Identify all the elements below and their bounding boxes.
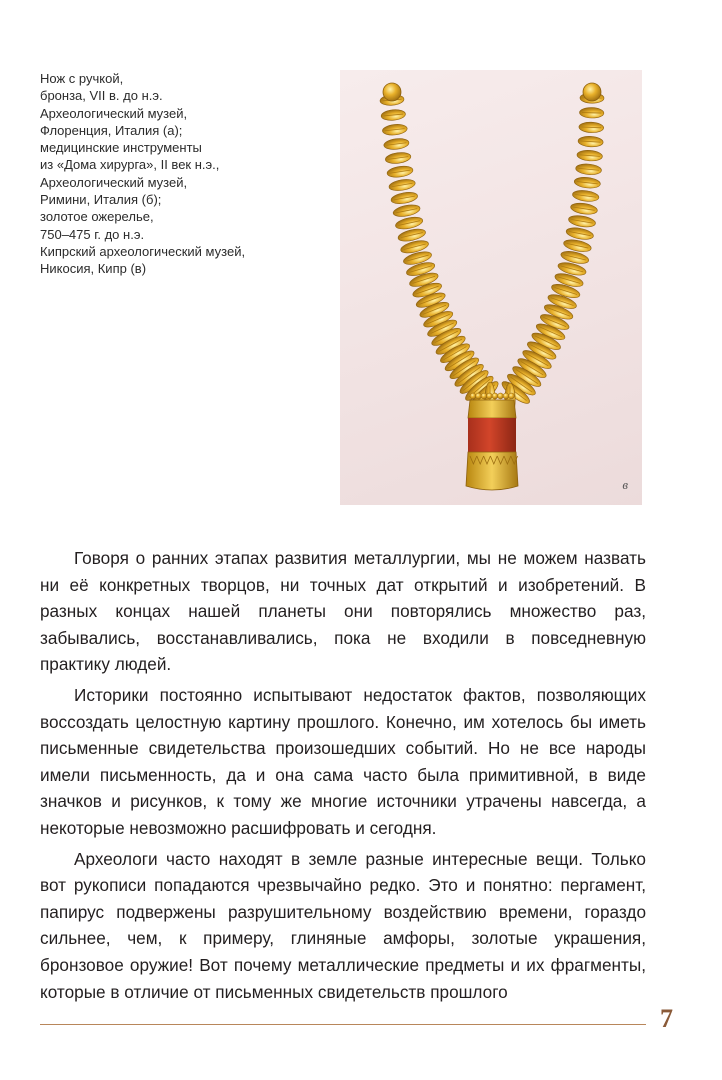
gold-necklace-illustration <box>340 70 642 505</box>
necklace-bead <box>574 176 601 189</box>
necklace-bead <box>565 226 594 241</box>
necklace-bead <box>568 214 597 229</box>
figure-caption <box>40 70 320 278</box>
necklace-bead <box>572 189 600 203</box>
caption-line: золотое ожерелье, <box>40 209 154 225</box>
pendant-granule <box>470 393 476 399</box>
necklace-bead <box>394 215 423 231</box>
necklace-bead <box>392 203 421 218</box>
caption-line: Римини, Италия (б); <box>40 192 162 208</box>
pendant-granule <box>476 393 482 399</box>
necklace-bead <box>386 165 413 179</box>
pendant-carnelian <box>468 418 516 452</box>
clasp-left <box>383 83 401 101</box>
necklace-bead <box>579 122 604 133</box>
necklace-bead <box>388 178 416 193</box>
necklace-bead <box>570 202 598 216</box>
necklace-bead <box>390 191 418 206</box>
pendant-granule <box>492 393 498 399</box>
pendant-granule <box>503 393 509 399</box>
necklace-bead <box>381 109 406 122</box>
paragraph: Археологи часто находят в земле разные интересные вещи. Только вот рукописи попадаются чрезвычайно редко. Это и понятно: пергамент, папирус подвержены разрушительному воздействию времени, гораздо сильнее, чем, к примеру, глиняные амфоры, золотые украшения, бронзовое оружие! Вот почему металлические предметы и их фрагменты, которые в отличие от письменных свидетельств прошлого <box>40 848 646 1002</box>
caption-line: 750–475 г. до н.э. <box>40 226 145 242</box>
necklace-bead <box>577 149 603 161</box>
clasp-right <box>583 83 601 101</box>
caption-line: бронза, VII в. до н.э. <box>40 88 163 104</box>
caption-line: Археологический музей, <box>40 174 188 190</box>
necklace-bead <box>383 137 409 150</box>
caption-line: медицинские инструменты <box>40 140 202 156</box>
necklace-bead <box>575 163 602 176</box>
caption-line: Кипрский археологический музей, <box>40 243 246 259</box>
necklace-bead <box>578 136 604 148</box>
caption-line: Флоренция, Италия (а); <box>40 122 183 138</box>
pendant-granule <box>498 393 504 399</box>
paragraph: Говоря о ранних этапах развития металлургии, мы не можем назвать ни её конкретных творцов, ни точных дат открытий и изобретений. В разных концах нашей планеты они повторялись множество раз, забывались, восстанавливались, пока не входили в повседневную практику людей. <box>40 548 646 675</box>
photo-label: в <box>622 477 628 492</box>
pendant-top-cap <box>468 400 516 418</box>
pendant-granule <box>487 393 493 399</box>
caption-line: Никосия, Кипр (в) <box>40 261 147 277</box>
necklace-bead <box>382 123 408 136</box>
pendant-granule <box>481 393 487 399</box>
necklace-bead <box>385 151 412 165</box>
pendant-granule <box>509 393 515 399</box>
necklace-bead <box>579 107 604 118</box>
caption-line: Нож с ручкой, <box>40 71 124 86</box>
footer-rule <box>40 1024 646 1025</box>
main-text <box>40 545 646 1009</box>
caption-line: Археологический музей, <box>40 105 188 121</box>
caption-line: из «Дома хирурга», II век н.э., <box>40 157 220 173</box>
page-number: 7 <box>660 1004 673 1033</box>
paragraph: Историки постоянно испытывают недостаток фактов, позволяющих воссоздать целостную картину прошлого. Конечно, им хотелось бы иметь письменные свидетельства произошедших событий. Но не все народы имели письменность, да и она сама часто была примитивной, в виде значков и рисунков, к тому же многие источники утрачены навсегда, а некоторые невозможно расшифровать и сегодня. <box>40 684 646 838</box>
necklace-photo <box>340 70 642 505</box>
